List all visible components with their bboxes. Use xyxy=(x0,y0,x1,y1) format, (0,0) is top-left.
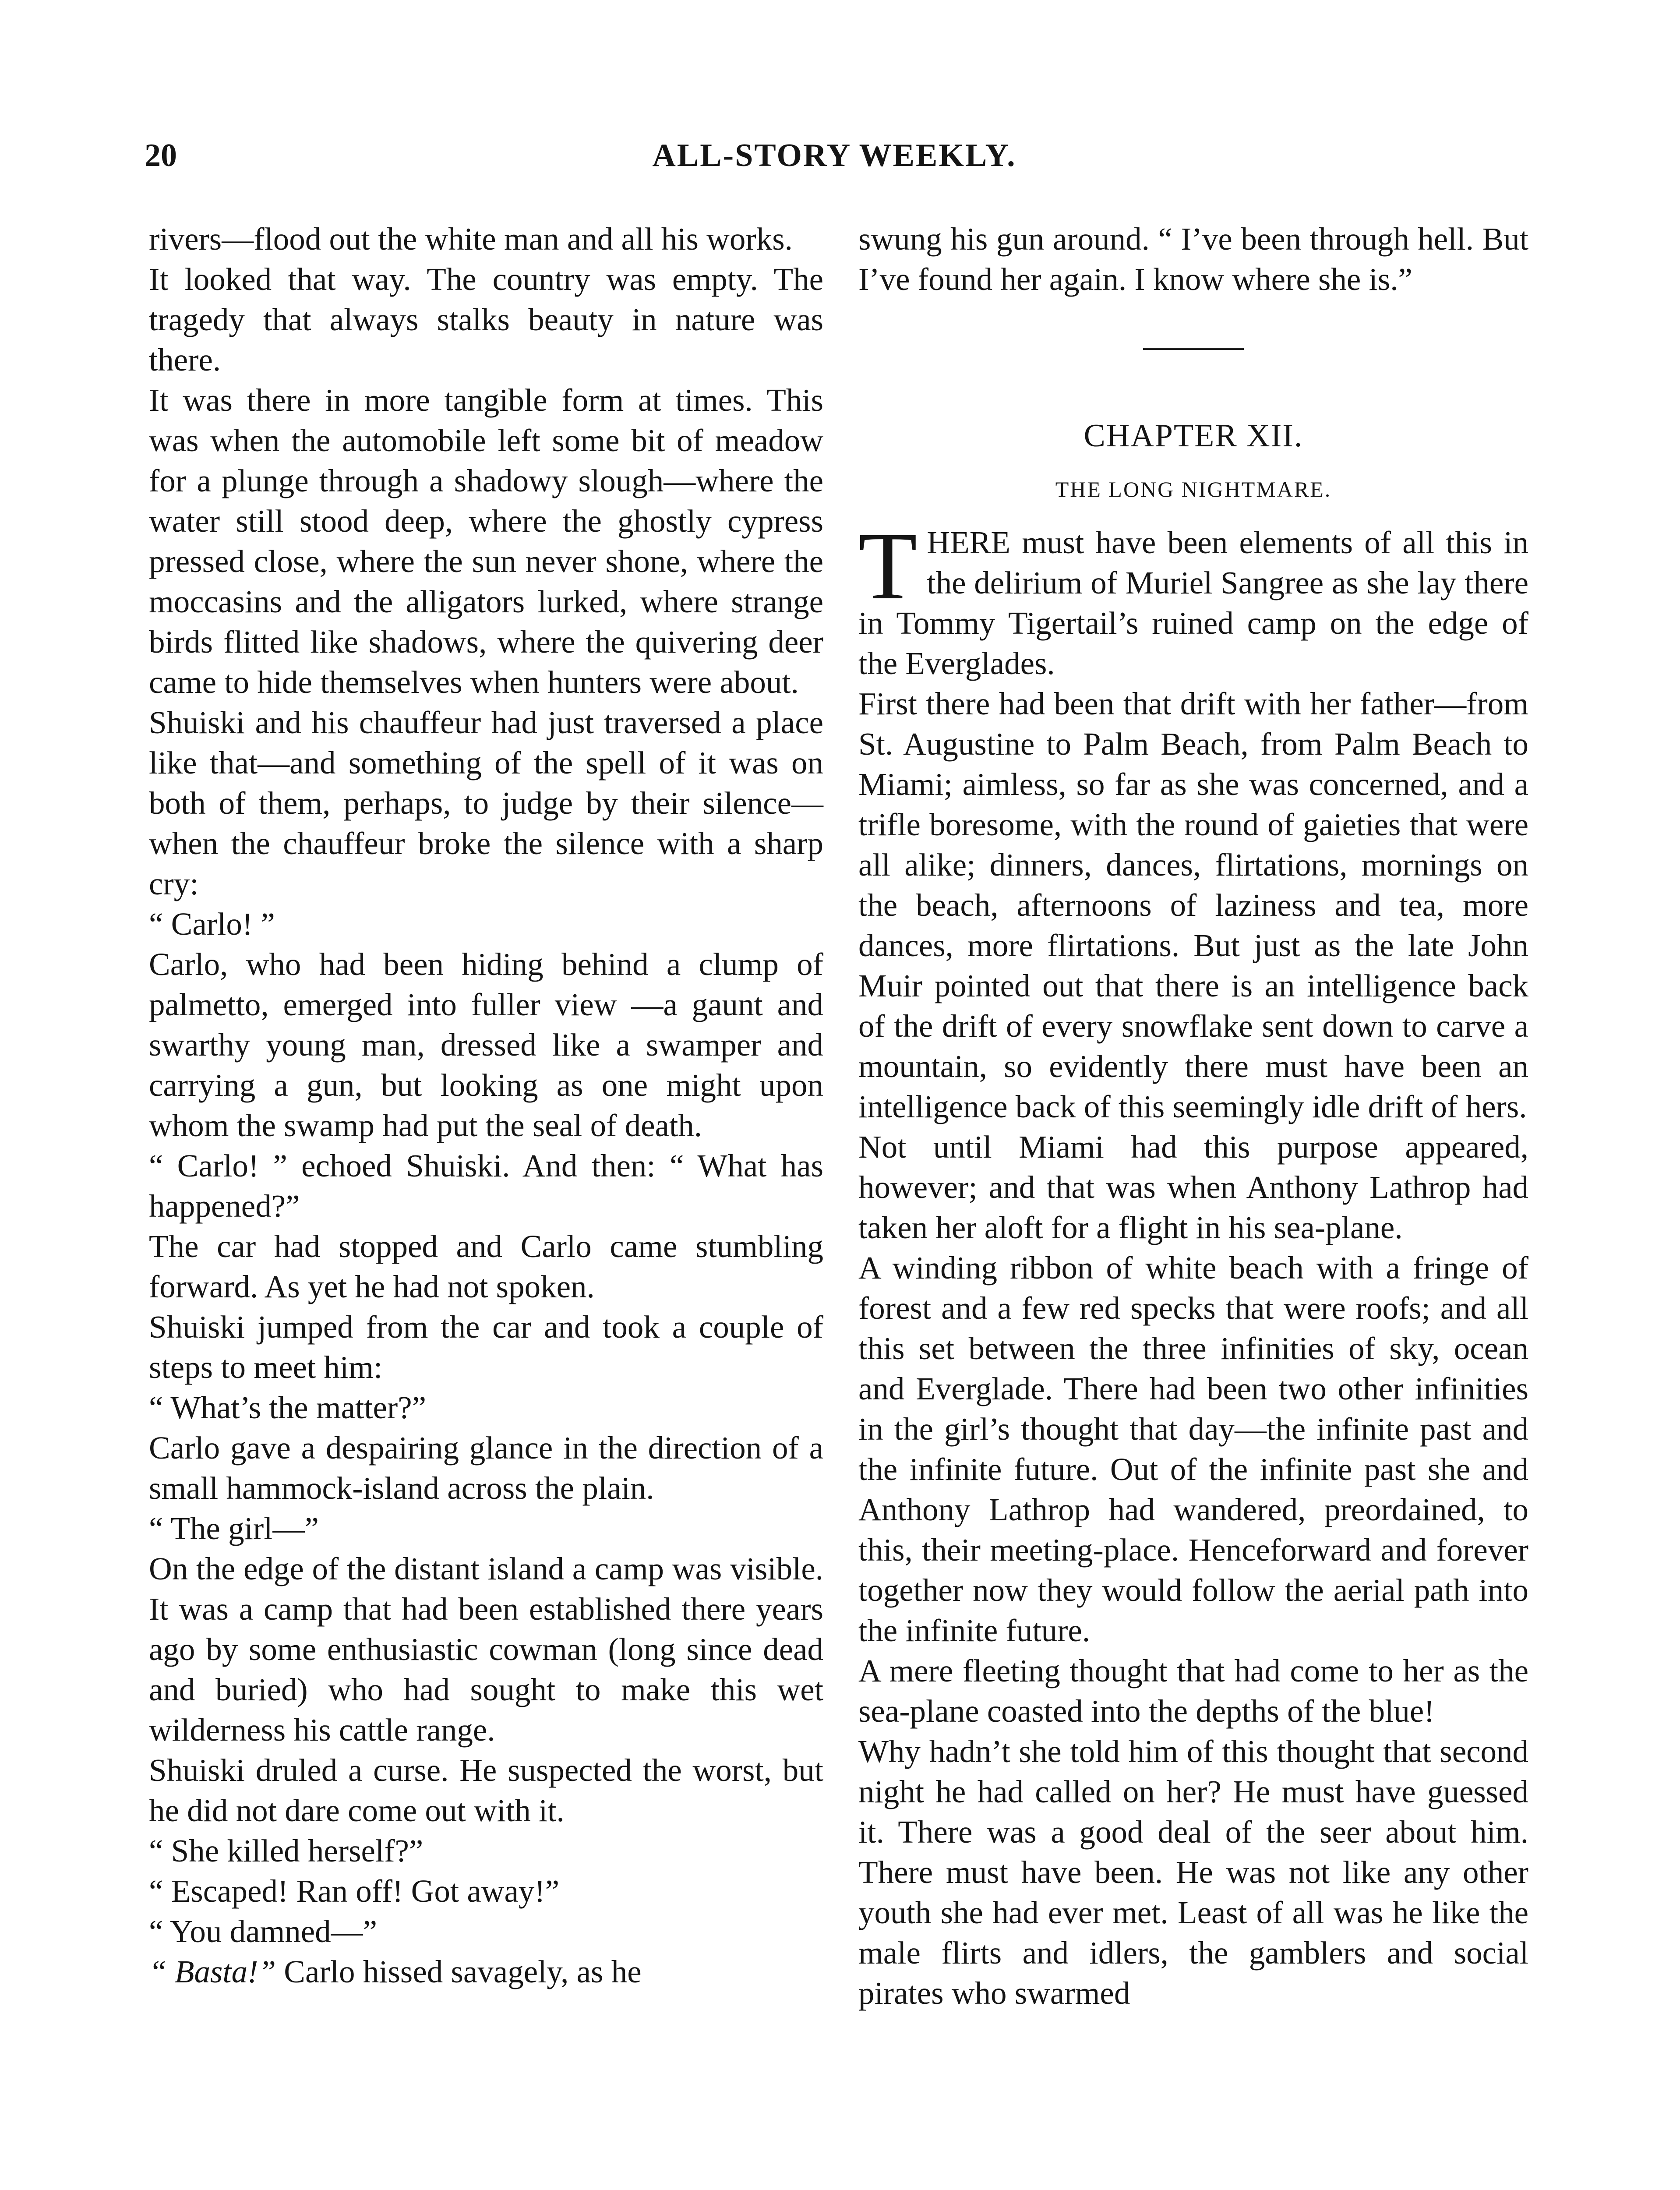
dialogue-line: “ What’s the matter?” xyxy=(149,1390,427,1425)
paragraph: Not until Miami had this purpose appeared, however; and that was when Anthony Lathrop had taken her aloft for a flight in his sea-plane. xyxy=(858,1129,1528,1245)
paragraph: A winding ribbon of white beach with a fringe of forest and a few red specks that were roofs; and all this set between the three infinities of sky, ocean and Everglade. There had been two other infinities in the girl’s thought that day—the infinite past and the infinite future. Out of the infinite past she and Anthony Lathrop had wandered, preordained, to this, their meeting-place. Henceforward and forever together now they would follow the aerial path into the infinite future. xyxy=(858,1250,1528,1648)
dialogue-line: “ Carlo! ” echoed Shuiski. And then: “ What has happened?” xyxy=(149,1148,823,1224)
paragraph: On the edge of the distant island a camp was visible. It was a camp that had been established there years ago by some enthusiastic cowman (long since dead and buried) who had sought to make this wet wilderness his cattle range. xyxy=(149,1551,823,1748)
page-number: 20 xyxy=(145,138,177,173)
dialogue-line: “ The girl—” xyxy=(149,1511,319,1546)
paragraph: Shuiski jumped from the car and took a couple of steps to meet him: xyxy=(149,1309,823,1385)
paragraph: Shuiski and his chauffeur had just traversed a place like that—and something of the spell of it was on both of them, perhaps, to judge by their silence—when the chauffeur broke the silence with a sharp cry: xyxy=(149,705,823,901)
chapter-heading: CHAPTER XII. xyxy=(1084,418,1303,454)
running-title: ALL-STORY WEEKLY. xyxy=(652,138,1016,173)
dialogue-line: “ Carlo! ” xyxy=(149,906,275,942)
paragraph: Why hadn’t she told him of this thought that second night he had called on her? He must have guessed it. There was a good deal of the seer about him. There must have been. He was not like any other youth she had ever met. Least of all was he like the male flirts and idlers, the gamblers and social pirates who swarmed xyxy=(858,1734,1528,2011)
italic-exclamation: “ Basta!” xyxy=(149,1954,276,1989)
dialogue-line: “ You damned—” xyxy=(149,1914,378,1949)
paragraph: A mere fleeting thought that had come to her as the sea-plane coasted into the depths of the blue! xyxy=(858,1653,1528,1729)
right-column xyxy=(858,219,1528,2013)
paragraph: It looked that way. The country was empty. The tragedy that always stalks beauty in nature was there. xyxy=(149,261,823,378)
left-column xyxy=(149,219,823,1992)
paragraph: swung his gun around. “ I’ve been through hell. But I’ve found her again. I know where she is.” xyxy=(858,221,1528,297)
paragraph: Carlo gave a despairing glance in the direction of a small hammock-island across the plain. xyxy=(149,1430,823,1506)
paragraph xyxy=(149,1952,823,1992)
paragraph: First there had been that drift with her father—from St. Augustine to Palm Beach, from Palm Beach to Miami; aimless, so far as she was concerned, and a trifle boresome, with the round of gaieties that were all alike; dinners, dances, flirtations, mornings on the beach, afternoons of laziness and tea, more dances, more flirtations. But just as the late John Muir pointed out that there is an intelligence back of the drift of every snowflake sent down to carve a mountain, so evidently there must have been an intelligence back of this seemingly idle drift of hers. xyxy=(858,686,1528,1124)
opening-text: HERE must have been elements of all this in the delirium of Muriel Sangree as she lay there in Tommy Tigertail’s ruined camp on the edge of the Everglades. xyxy=(858,525,1528,681)
paragraph: Carlo, who had been hiding behind a clump of palmetto, emerged into fuller view —a gaunt and swarthy young man, dressed like a swamper and carrying a gun, but looking as one might upon whom the swamp had put the seal of death. xyxy=(149,947,823,1143)
paragraph: rivers—flood out the white man and all his works. xyxy=(149,221,793,257)
chapter-subtitle: THE LONG NIGHTMARE. xyxy=(1055,477,1332,502)
drop-cap: T xyxy=(858,512,918,619)
page-header xyxy=(145,139,1524,187)
paragraph: Shuiski druled a curse. He suspected the worst, but he did not dare come out with it. xyxy=(149,1752,823,1828)
paragraph: It was there in more tangible form at times. This was when the automobile left some bit of meadow for a plunge through a shadowy slough—where the water still stood deep, where the ghostly cypress pressed close, where the sun never shone, where the moccasins and the alligators lurked, where strange birds flitted like shadows, where the quivering deer came to hide themselves when hunters were about. xyxy=(149,382,823,700)
chapter-opening-paragraph xyxy=(858,512,1528,684)
paragraph-continuation: Carlo hissed savagely, as he xyxy=(276,1954,642,1989)
paragraph: The car had stopped and Carlo came stumbling forward. As yet he had not spoken. xyxy=(149,1229,823,1304)
dialogue-line: “ Escaped! Ran off! Got away!” xyxy=(149,1873,560,1909)
dialogue-line: “ She killed herself?” xyxy=(149,1833,424,1869)
section-divider xyxy=(1143,348,1244,350)
